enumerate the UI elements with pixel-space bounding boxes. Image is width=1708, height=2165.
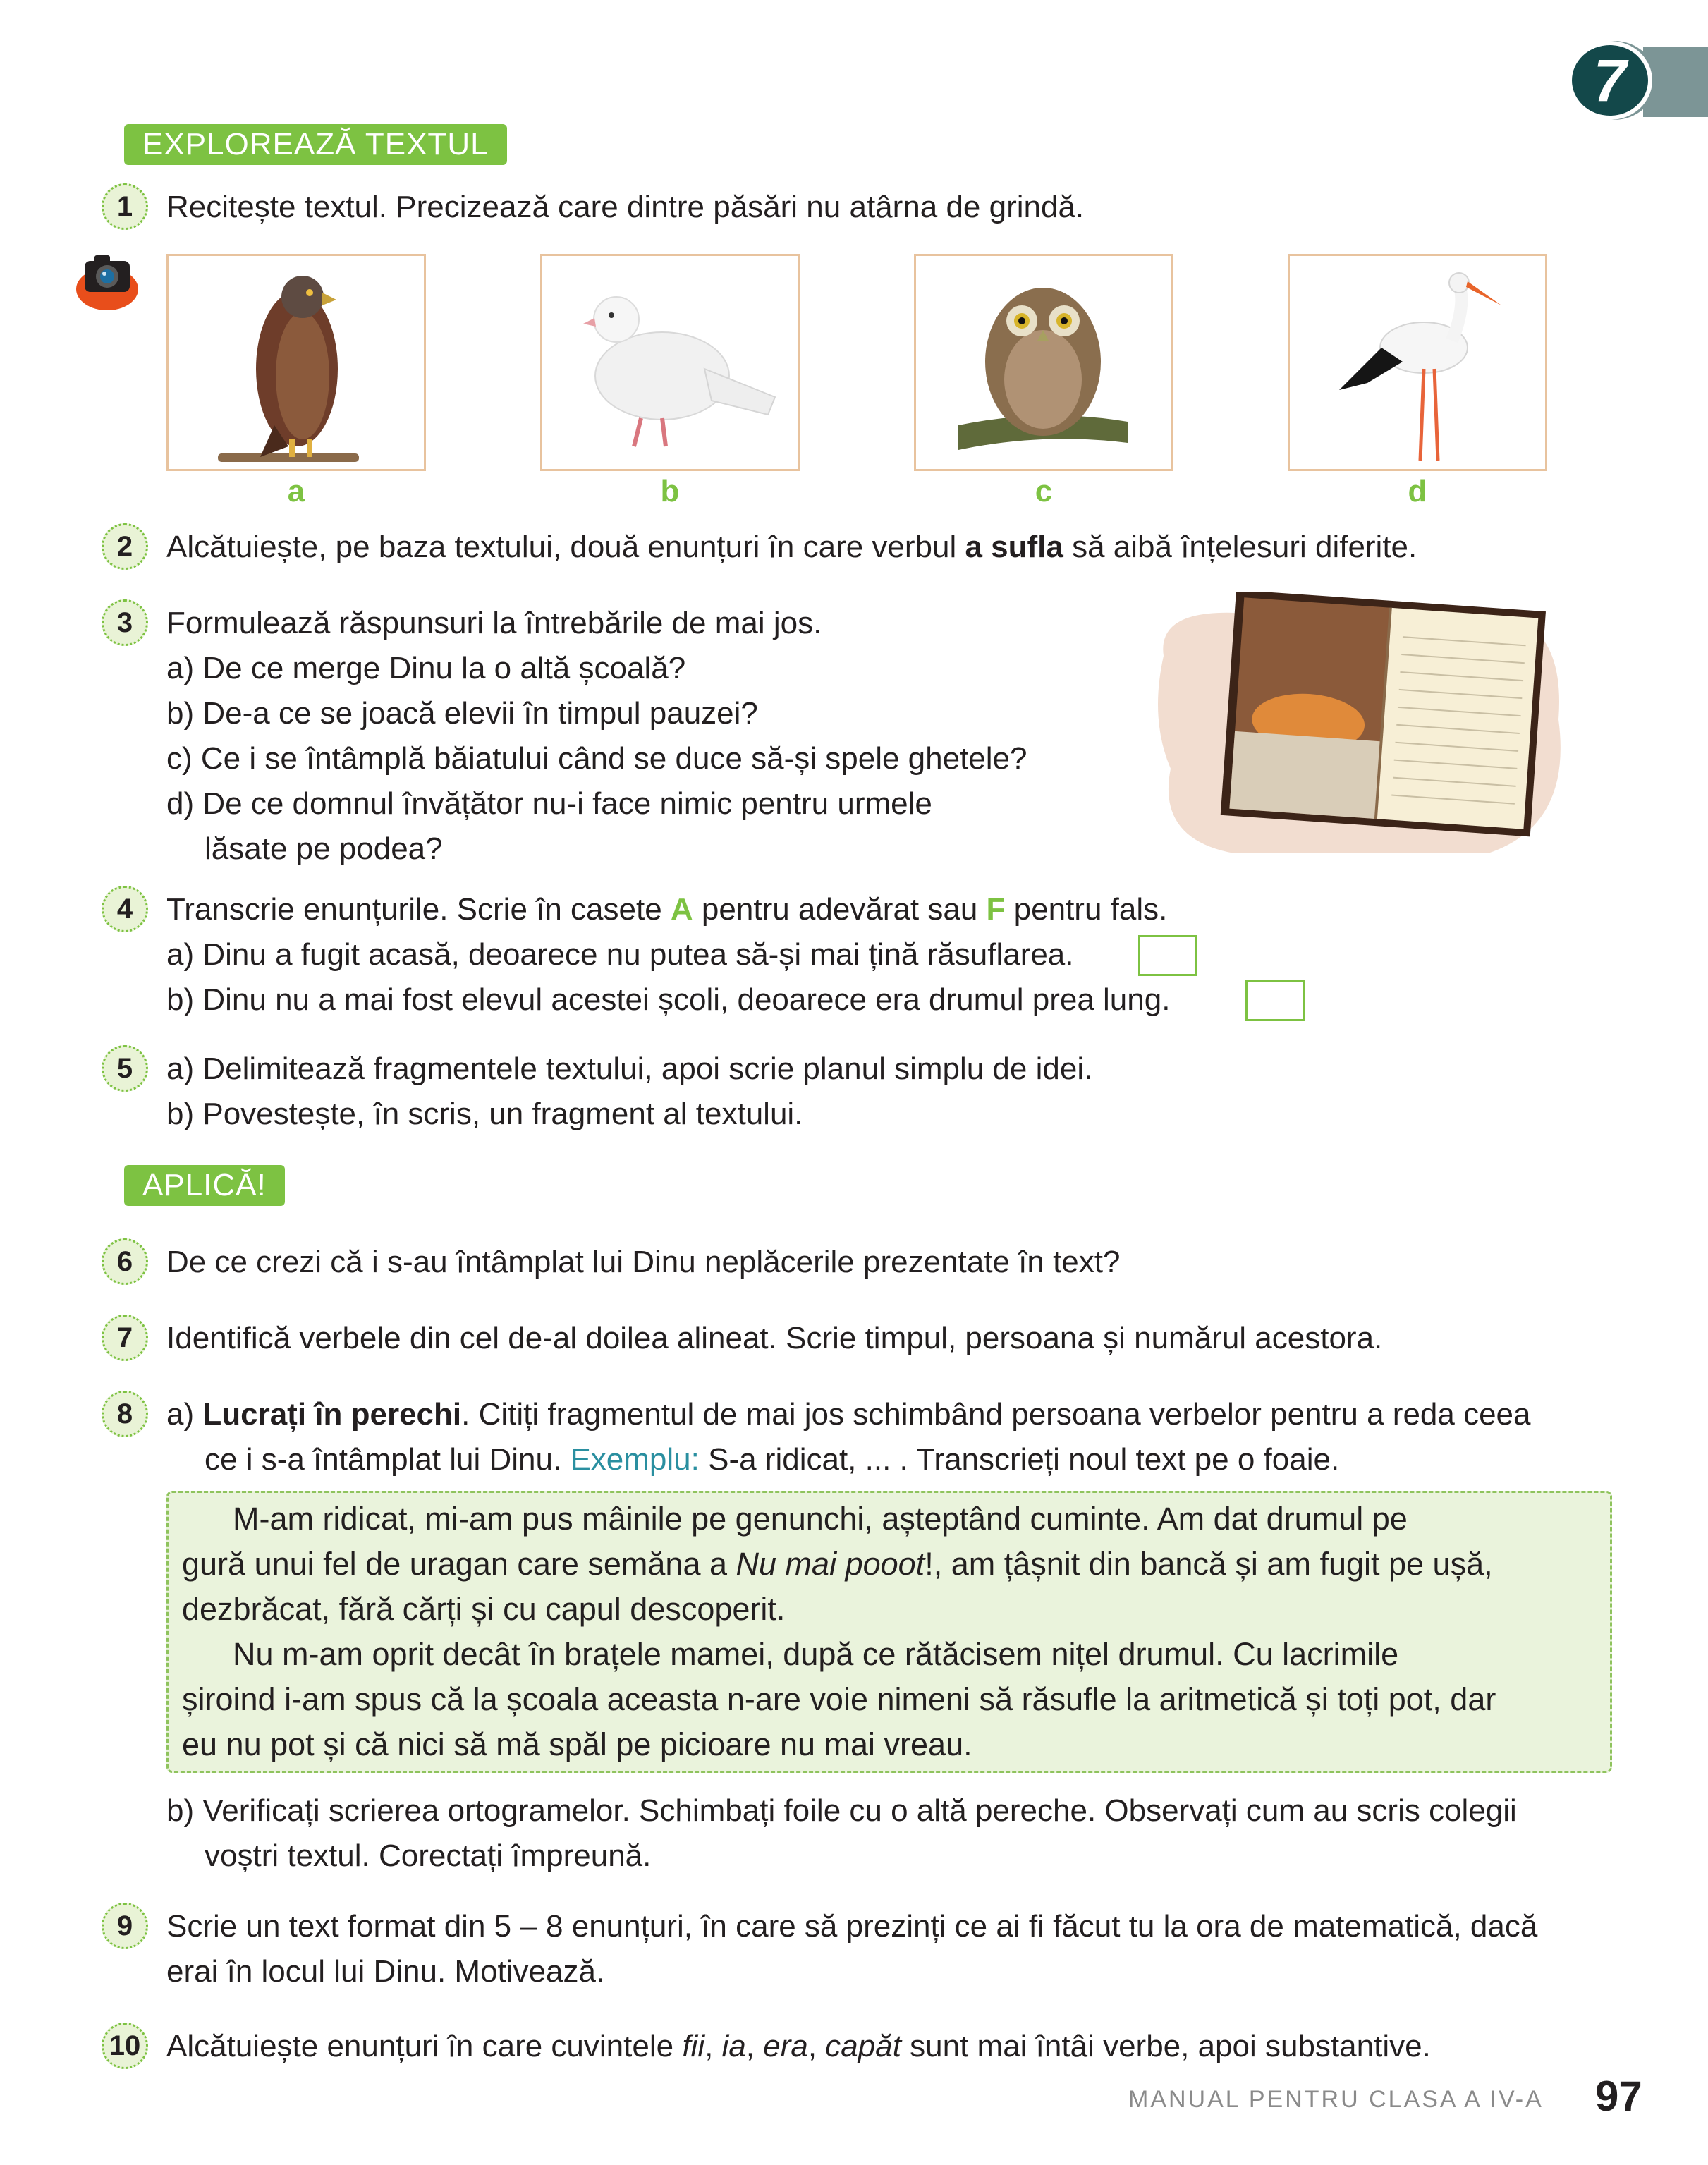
q10-separator: , <box>807 2029 826 2063</box>
q8-prefix: a) <box>166 1397 203 1432</box>
q4-text-part: pentru adevărat sau <box>693 892 987 927</box>
camera-icon[interactable] <box>73 248 141 312</box>
passage-line-1: M-am ridicat, mi-am pus mâinile pe genunchi, așteptând cuminte. Am dat drumul pe <box>233 1501 1408 1537</box>
answer-box-4b[interactable] <box>1245 980 1305 1021</box>
question-4-item-b: b) Dinu nu a mai fost elevul acestei școli, deoarece era drumul prea lung. <box>166 982 1171 1017</box>
owl-image <box>916 256 1171 469</box>
question-number-8: 8 <box>102 1391 148 1437</box>
question-number-7: 7 <box>102 1315 148 1361</box>
question-number-2: 2 <box>102 523 148 570</box>
question-number-5: 5 <box>102 1045 148 1092</box>
passage-italic-exclamation: Nu mai pooot <box>736 1546 925 1582</box>
passage-text-part: !, am țâșnit din bancă și am fugit pe ușă, <box>925 1546 1493 1582</box>
q8-text-part: ce i s-a întâmplat lui Dinu. <box>205 1442 571 1477</box>
q8-text-part: . Citiți fragmentul de mai jos schimbând persoana verbelor pentru a reda ceea <box>461 1397 1531 1432</box>
question-8-item-a <box>166 1392 1531 1437</box>
question-10-text <box>166 2024 1431 2069</box>
question-number-9: 9 <box>102 1903 148 1949</box>
question-number-1: 1 <box>102 183 148 230</box>
dove-image <box>542 256 798 469</box>
passage-line-2 <box>182 1542 1493 1587</box>
question-3-item-d: d) De ce domnul învățător nu-i face nimic pentru urmele <box>166 786 932 821</box>
notebook-illustration <box>1135 592 1573 860</box>
question-7-text: Identifică verbele din cel de-al doilea alineat. Scrie timpul, persoana și numărul acestora. <box>166 1321 1383 1355</box>
q4-text-part: Transcrie enunțurile. Scrie în casete <box>166 892 671 927</box>
q4-text-part: pentru fals. <box>1005 892 1168 927</box>
question-number-4: 4 <box>102 886 148 932</box>
q10-text-part: sunt mai întâi verbe, apoi substantive. <box>901 2029 1431 2063</box>
bird-photo-c <box>914 254 1173 471</box>
stork-image <box>1290 256 1545 469</box>
question-8-item-b: b) Verificați scrierea ortogramelor. Schimbați foile cu o altă pereche. Observați cum au scris colegii <box>166 1793 1517 1828</box>
option-label-b: b <box>660 474 680 508</box>
question-1-text: Recitește textul. Precizează care dintre păsări nu atârna de grindă. <box>166 190 1085 224</box>
q10-word: fii <box>682 2029 705 2063</box>
question-4-intro <box>166 887 1167 932</box>
q10-text-part: Alcătuiește enunțuri în care cuvintele <box>166 2029 683 2063</box>
q4-false-letter: F <box>986 892 1006 927</box>
question-8-item-a-cont <box>205 1437 1339 1482</box>
q10-separator: , <box>745 2029 764 2063</box>
hawk-image <box>169 256 424 469</box>
question-5-item-b: b) Povestește, în scris, un fragment al textului. <box>166 1097 803 1131</box>
example-label: Exemplu: <box>570 1442 700 1477</box>
question-number-10: 10 <box>102 2023 148 2069</box>
question-6-text: De ce crezi că i s-au întâmplat lui Dinu neplăcerile prezentate în text? <box>166 1245 1121 1279</box>
bird-photo-a <box>166 254 426 471</box>
footer-manual-label: MANUAL PENTRU CLASA A IV-A <box>1128 2086 1544 2113</box>
q8-bold-instruction: Lucrați în perechi <box>202 1397 462 1432</box>
chapter-number: 7 <box>1568 41 1652 120</box>
passage-line-3: dezbrăcat, fără cărți și cu capul descoperit. <box>182 1591 786 1627</box>
question-3-item-a: a) De ce merge Dinu la o altă școală? <box>166 651 686 685</box>
question-9-text: Scrie un text format din 5 – 8 enunțuri, în care să prezinți ce ai fi făcut tu la ora de matematică, dacă <box>166 1909 1538 1944</box>
q2-text-part: să aibă înțelesuri diferite. <box>1063 530 1417 564</box>
q2-text-part: Alcătuiește, pe baza textului, două enunțuri în care verbul <box>166 530 965 564</box>
question-3-intro: Formulează răspunsuri la întrebările de mai jos. <box>166 606 822 640</box>
passage-line-5: șiroind i-am spus că la școala aceasta n-are voie nimeni să răsufle la aritmetică și toți pot, dar <box>182 1681 1496 1717</box>
q2-bold-verb: a sufla <box>965 530 1063 564</box>
question-3-item-d-cont: lăsate pe podea? <box>205 831 443 866</box>
question-5-item-a: a) Delimitează fragmentele textului, apoi scrie planul simplu de idei. <box>166 1051 1093 1086</box>
option-label-a: a <box>287 474 305 508</box>
section-explore-label: EXPLOREAZĂ TEXTUL <box>124 124 507 165</box>
q8-text-part: S-a ridicat, ... . Transcrieți noul text pe o foaie. <box>699 1442 1340 1477</box>
option-label-d: d <box>1408 474 1427 508</box>
answer-box-4a[interactable] <box>1138 935 1197 976</box>
q10-separator: , <box>704 2029 722 2063</box>
section-apply-label: APLICĂ! <box>124 1165 285 1206</box>
passage-line-6: eu nu pot și că nici să mă spăl pe picioare nu mai vreau. <box>182 1726 972 1762</box>
question-3-item-c: c) Ce i se întâmplă băiatului când se duce să-și spele ghetele? <box>166 741 1027 776</box>
question-3-item-b: b) De-a ce se joacă elevii în timpul pauzei? <box>166 696 758 731</box>
bird-photo-b <box>540 254 800 471</box>
option-label-c: c <box>1035 474 1053 508</box>
question-4-item-a: a) Dinu a fugit acasă, deoarece nu putea să-și mai țină răsuflarea. <box>166 937 1074 972</box>
question-2-text <box>166 525 1417 570</box>
passage-line-4: Nu m-am oprit decât în brațele mamei, după ce rătăcisem nițel drumul. Cu lacrimile <box>233 1636 1399 1672</box>
question-number-6: 6 <box>102 1238 148 1285</box>
bird-photo-d <box>1288 254 1547 471</box>
page-number: 97 <box>1595 2073 1642 2120</box>
question-9-text-cont: erai în locul lui Dinu. Motivează. <box>166 1954 605 1989</box>
q10-word: ia <box>721 2029 746 2063</box>
q10-word: era <box>763 2029 808 2063</box>
q10-word: capăt <box>825 2029 901 2063</box>
chapter-tab <box>1643 47 1708 117</box>
question-8-item-b-cont: voștri textul. Corectați împreună. <box>205 1838 652 1873</box>
q4-true-letter: A <box>670 892 693 927</box>
passage-text-part: gură unui fel de uragan care semăna a <box>182 1546 736 1582</box>
question-number-3: 3 <box>102 599 148 646</box>
